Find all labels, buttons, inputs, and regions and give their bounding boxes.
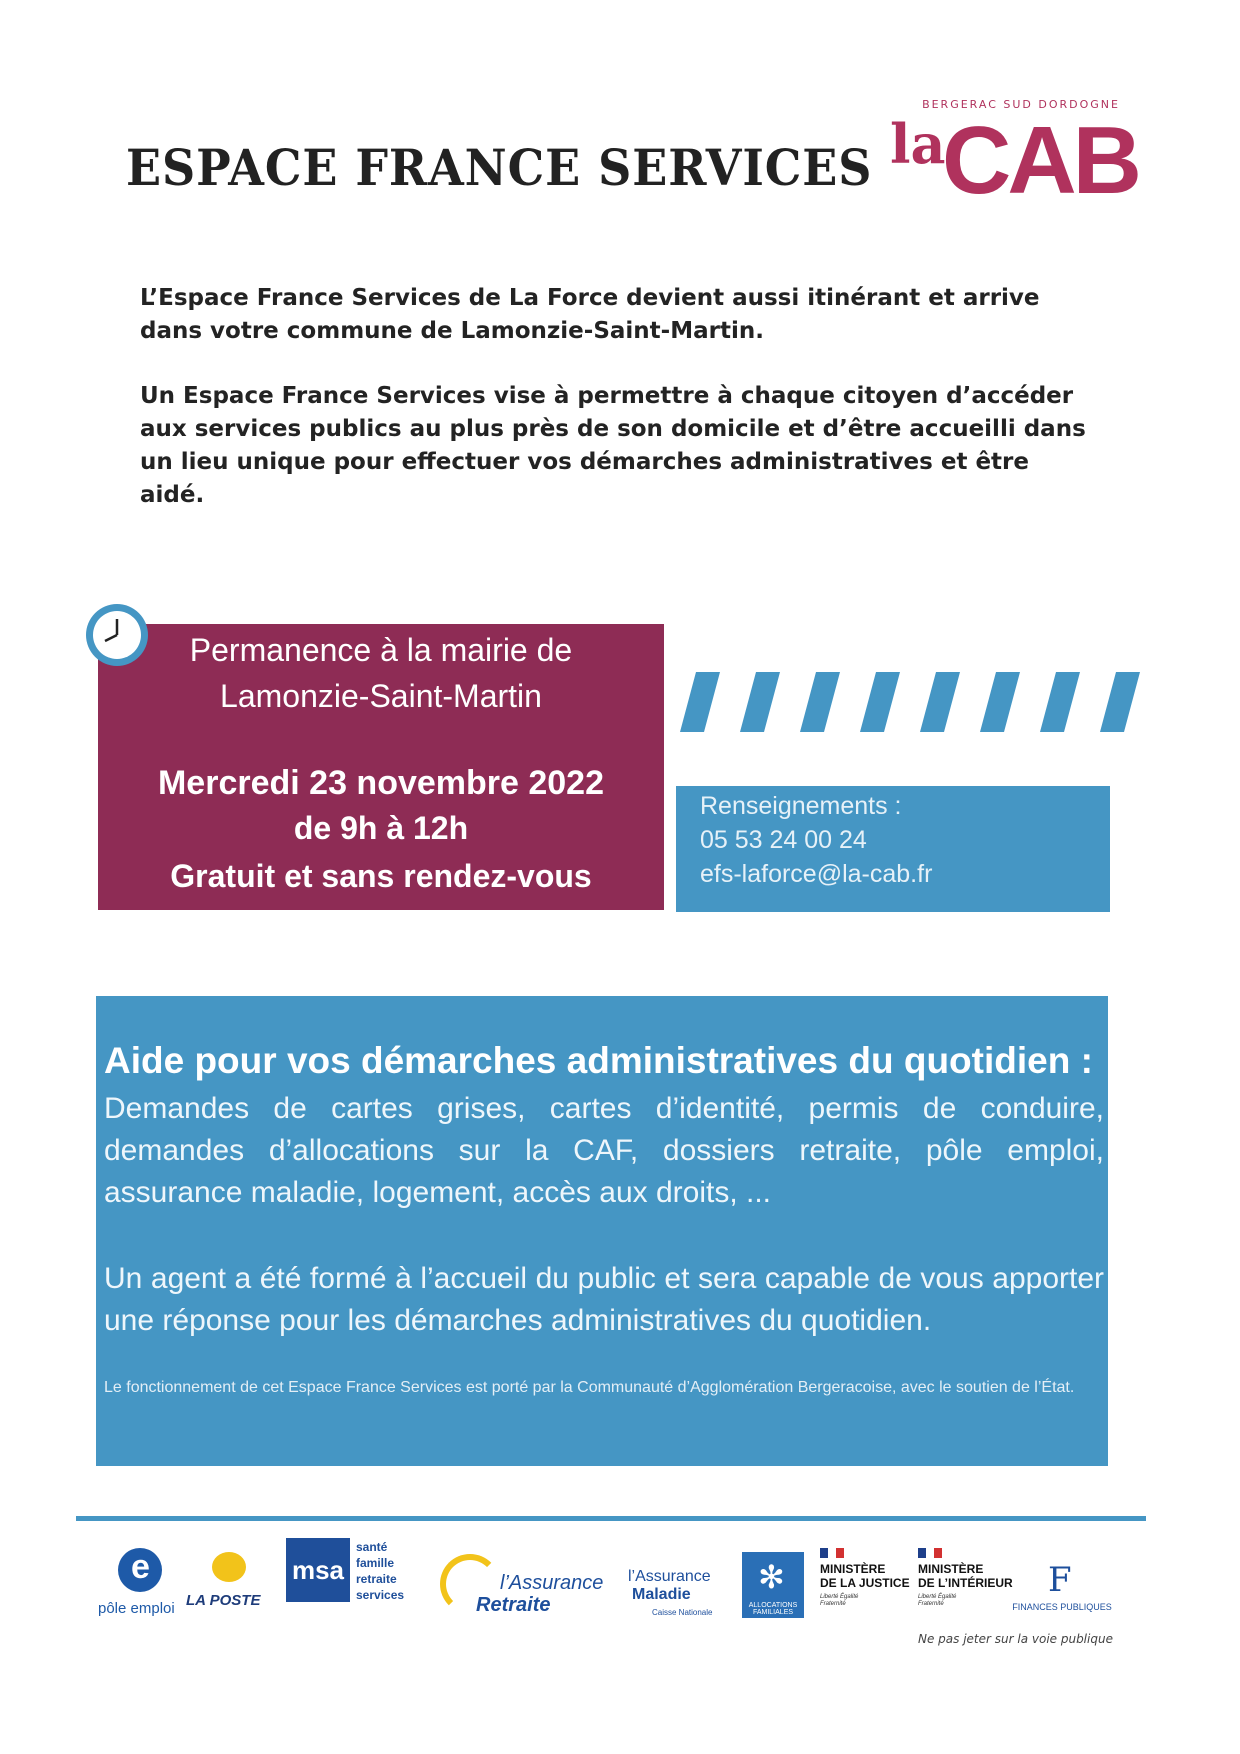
assurance-maladie-line-2: Maladie xyxy=(632,1586,691,1603)
clock-face xyxy=(93,611,141,659)
contact-phone[interactable]: 05 53 24 00 24 xyxy=(700,826,867,854)
aide-title: Aide pour vos démarches administratives du quotidien : xyxy=(104,1040,1093,1081)
logo-la: la xyxy=(890,112,946,176)
assurance-retraite-line-2: Retraite xyxy=(476,1594,551,1616)
ministere-interieur-logo xyxy=(918,1548,1012,1618)
msa-line: santé xyxy=(356,1540,388,1554)
ministere-name-2: DE L’INTÉRIEUR xyxy=(918,1576,1013,1590)
pole-emploi-e: e xyxy=(131,1548,150,1586)
la-cab-logo xyxy=(890,98,1138,218)
ministere-motto: Liberté Égalité Fraternité xyxy=(918,1594,957,1607)
contact-box xyxy=(676,786,1110,912)
ministere-name xyxy=(918,1562,1013,1590)
contact-label: Renseignements : xyxy=(700,792,902,820)
clock-icon xyxy=(86,604,148,666)
ministere-name xyxy=(820,1562,910,1590)
caf-text: ALLOCATIONS FAMILIALES xyxy=(748,1602,798,1616)
aide-note: Le fonctionnement de cet Espace France Services est porté par la Communauté d’Agglomération Bergeracoise, avec le soutien de l’État. xyxy=(104,1379,1075,1396)
la-poste-logo xyxy=(186,1552,272,1616)
caf-logo xyxy=(742,1552,804,1618)
permanence-date: Mercredi 23 novembre 2022 xyxy=(157,764,605,802)
page-title: ESPACE FRANCE SERVICES xyxy=(126,138,873,197)
aide-paragraph-2: Un agent a été formé à l’accueil du public et sera capable de vous apporter une réponse pour les démarches administratives du quotidien. xyxy=(104,1262,1104,1337)
finances-publiques-mark: F xyxy=(1048,1560,1072,1600)
pole-emploi-logo xyxy=(98,1548,180,1618)
assurance-retraite-logo xyxy=(440,1548,610,1620)
divider xyxy=(76,1516,1146,1521)
aide-box xyxy=(96,996,1108,1466)
aide-paragraph-1: Demandes de cartes grises, cartes d’identité, permis de conduire, demandes d’allocations sur la CAF, dossiers retraite, pôle emploi, assurance maladie, logement, accès aux droits, ... xyxy=(104,1092,1104,1209)
permanence-box xyxy=(98,624,664,910)
intro-paragraph-2: Un Espace France Services vise à permettre à chaque citoyen d’accéder aux services publics au plus près de son domicile et d’être accueilli dans un lieu unique pour effectuer vos démarches administratives et être aidé. xyxy=(140,383,1086,508)
permanence-line-1: Permanence à la mairie de xyxy=(189,632,573,668)
la-poste-text: LA POSTE xyxy=(186,1592,261,1609)
permanence-line-2: Lamonzie-Saint-Martin xyxy=(220,678,542,714)
ministere-name-2: DE LA JUSTICE xyxy=(820,1576,910,1590)
finances-publiques-logo xyxy=(1010,1560,1114,1620)
permanence-note: Gratuit et sans rendez-vous xyxy=(170,858,592,894)
msa-line: retraite xyxy=(356,1572,397,1586)
assurance-maladie-line-1: l’Assurance xyxy=(628,1568,711,1585)
msa-mark: msa xyxy=(286,1538,350,1602)
logo-cab: CAB xyxy=(942,107,1138,214)
ministere-motto: Liberté Égalité Fraternité xyxy=(820,1594,859,1607)
clock-hands xyxy=(93,611,141,659)
marianne-flag-icon xyxy=(820,1548,844,1558)
decorative-stripes xyxy=(680,672,1150,732)
la-poste-bird-icon xyxy=(212,1552,246,1582)
contact-email[interactable]: efs-laforce@la-cab.fr xyxy=(700,860,933,888)
permanence-hours: de 9h à 12h xyxy=(293,810,469,846)
footer-note: Ne pas jeter sur la voie publique xyxy=(918,1632,1113,1646)
caf-family-icon: ✻ xyxy=(758,1559,785,1595)
ministere-name-1: MINISTÈRE xyxy=(918,1562,984,1576)
ministere-name-1: MINISTÈRE xyxy=(820,1562,886,1576)
assurance-maladie-line-3: Caisse Nationale xyxy=(652,1608,713,1617)
marianne-flag-icon xyxy=(918,1548,942,1558)
intro-paragraph-1: L’Espace France Services de La Force devient aussi itinérant et arrive dans votre commune de Lamonzie-Saint-Martin. xyxy=(140,285,1040,344)
logo-tagline: BERGERAC SUD DORDOGNE xyxy=(922,98,1120,111)
msa-logo xyxy=(286,1538,416,1608)
msa-line: services xyxy=(356,1588,405,1602)
msa-line: famille xyxy=(356,1556,395,1570)
assurance-retraite-line-1: l’Assurance xyxy=(500,1572,604,1594)
finances-publiques-text: FINANCES PUBLIQUES xyxy=(1012,1602,1112,1612)
ministere-justice-logo xyxy=(820,1548,914,1618)
pole-emploi-text: pôle emploi xyxy=(98,1600,175,1617)
assurance-maladie-logo xyxy=(612,1552,736,1622)
